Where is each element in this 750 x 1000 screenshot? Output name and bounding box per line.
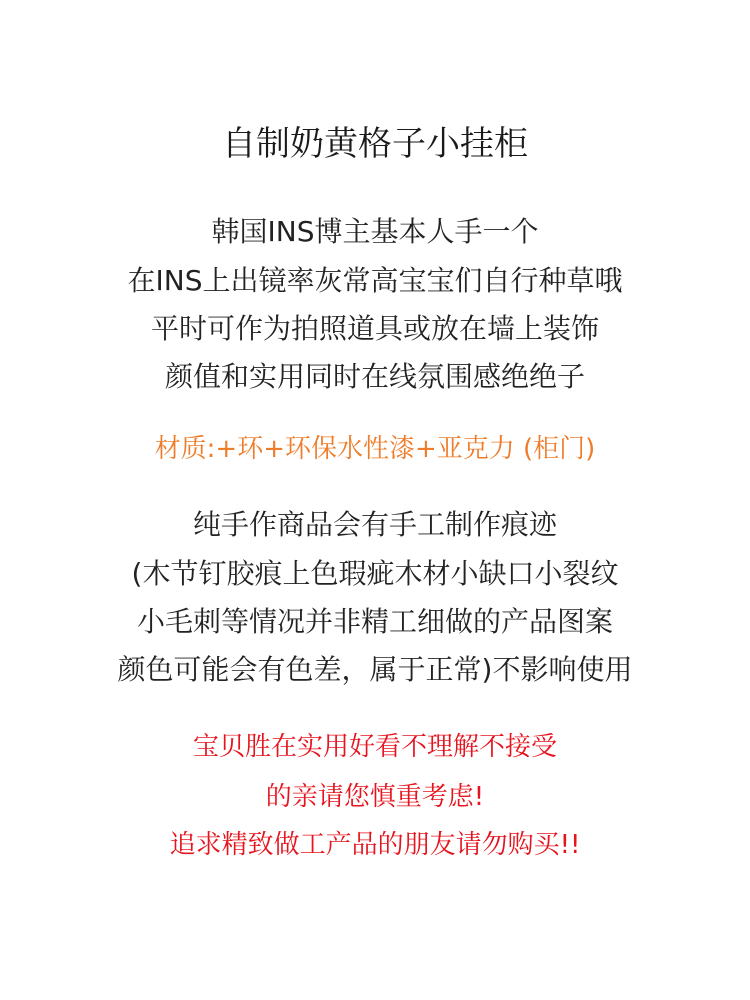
- warning-line-1: 宝贝胜在实用好看不理解不接受: [192, 732, 557, 762]
- material-line: 材质:+环+环保水性漆+亚克力 (柜门): [154, 434, 596, 464]
- intro-line-4: 颜值和实用同时在线氛围感绝绝子: [164, 360, 585, 393]
- intro-line-3: 平时可作为拍照道具或放在墙上装饰: [150, 312, 599, 345]
- warning-line-2: 的亲请您慎重考虑!: [265, 782, 485, 812]
- notice-line-2: (木节钉胶痕上色瑕疵木材小缺口小裂纹: [131, 557, 619, 590]
- warning-line-3: 追求精致做工产品的朋友请勿购买!!: [169, 830, 581, 860]
- notice-line-1: 纯手作商品会有手工制作痕迹: [192, 508, 557, 541]
- page-title: 自制奶黄格子小挂柜: [222, 124, 528, 164]
- notice-line-4: 颜色可能会有色差，属于正常)不影响使用: [117, 653, 633, 686]
- notice-line-3: 小毛刺等情况并非精工细做的产品图案: [136, 605, 613, 638]
- intro-line-1: 韩国INS博主基本人手一个: [211, 215, 539, 248]
- intro-line-2: 在INS上出镜率灰常高宝宝们自行种草哦: [127, 264, 623, 297]
